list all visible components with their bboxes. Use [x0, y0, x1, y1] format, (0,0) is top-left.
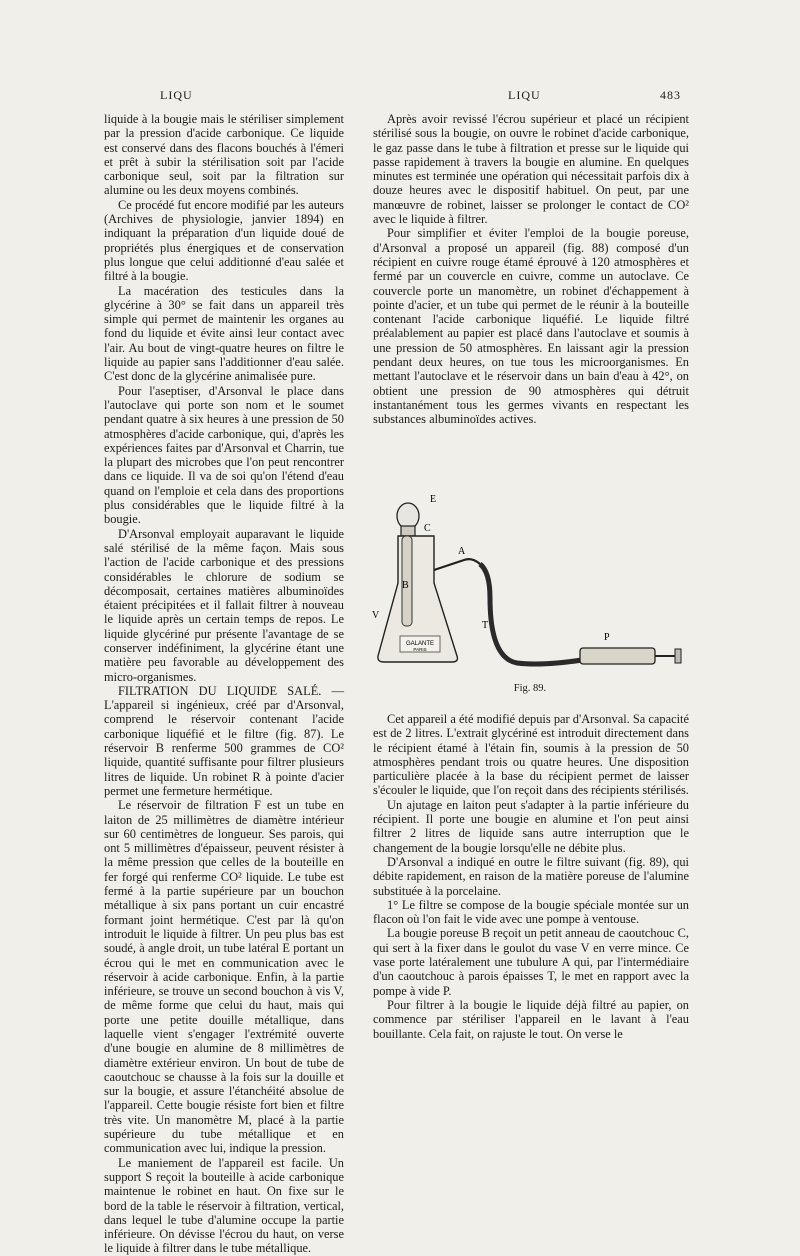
running-head-center: LIQU	[508, 88, 541, 102]
label-C: C	[424, 523, 431, 534]
label-E: E	[430, 494, 437, 505]
page-number: 483	[660, 88, 681, 102]
label-A: A	[458, 546, 466, 557]
left-column	[104, 112, 344, 1256]
figure-89-filter-apparatus	[372, 488, 692, 683]
paragraph: La macération des testicules dans la glycérine à 30° se fait dans un appareil très simple qui permet de maintenir les organes au fond du liquide et évite ainsi leur contact avec l'air. Au bout de vingt-quatre heures on filtre le liquide au papier sans l'additionner d'eau salée. C'est donc de la glycérine animalisée pure.	[104, 283, 344, 384]
paragraph: D'Arsonval a indiqué en outre le filtre suivant (fig. 89), qui débite rapidement, en raison de la matière poreuse de l'alumine substituée à la porcelaine.	[373, 854, 689, 898]
label-P: P	[604, 632, 610, 643]
rubber-ring	[401, 526, 415, 536]
paragraph: Pour filtrer à la bougie le liquide déjà filtré au papier, on commence par stériliser l'appareil en le lavant à l'eau bouillante. Cela fait, on rajuste le tout. On verse le	[373, 997, 689, 1041]
label-T: T	[482, 620, 489, 631]
paragraph: Pour simplifier et éviter l'emploi de la bougie poreuse, d'Arsonval a proposé un appareil (fig. 88) composé d'un récipient en cuivre rouge étamé éprouvé à 120 atmosphères et fermé par un couvercle en cuivre, comme un autoclave. Ce couvercle porte un manomètre, un robinet d'échappement à pointe d'acier, et un tube qui permet de le réunir à la bouteille contenant l'acide carbonique liquéfié. Le liquide filtré préalablement au papier est placé dans l'autoclave et soumis à une pression de 50 atmosphères. En laissant agir la pression pendant deux heures, on tue tous les microorganismes. En mettant l'autoclave et le réservoir dans un bain d'eau à 42°, on obtient une pression de 90 atmosphères qui détruit instantanément tous les germes vivants en respectant les substances albuminoïdes actives.	[373, 226, 689, 427]
paragraph: D'Arsonval employait auparavant le liquide salé stérilisé de la même façon. Mais sous l'action de l'acide carbonique et des pressions considérables le chlorure de sodium se décomposait, certaines matières albuminoïdes étaient précipitées et il fallait filtrer à nouveau le liquide après un certain temps de repos. Le liquide glycériné pur présente l'avantage de se conserver indéfiniment, la glycérine étant une matière peu favorable au développement des micro-organismes.	[104, 526, 344, 684]
vacuum-pump	[580, 648, 655, 664]
flask-label-subtext: PARIS	[413, 647, 427, 652]
paragraph: Le maniement de l'appareil est facile. Un support S reçoit la bouteille à acide carbonique maintenue le robinet en haut. On fixe sur le bord de la table le réservoir à filtration, vertical, dans lequel le tube d'alumine occupe la partie inférieure. On dévisse l'écrou du haut, on verse le liquide à filtrer dans le tube métallique.	[104, 1155, 344, 1256]
running-head-left: LIQU	[160, 88, 193, 102]
right-column-top	[373, 112, 689, 427]
right-column-bottom	[373, 712, 689, 1041]
filter-apparatus-illustration	[372, 488, 692, 683]
paragraph: Après avoir revissé l'écrou supérieur et placé un récipient stérilisé sous la bougie, on ouvre le robinet d'acide carbonique, le gaz passe dans le tube à filtration et presse sur le liquide qui passe rapidement à travers la bougie en alumine. En quelques minutes est terminée une opération qui nécessitait parfois dix à douze heures avec le dispositif habituel. On peut, par une manœuvre de robinet, laisser se prolonger le contact de CO² avec le liquide à filtrer.	[373, 112, 689, 227]
paragraph: La bougie poreuse B reçoit un petit anneau de caoutchouc C, qui sert à la fixer dans le goulot du vase V en verre mince. Ce vase porte latéralement une tubulure A qui, par l'intermédiaire d'un caoutchouc à parois épaisses T, le met en rapport avec la pompe à vide P.	[373, 926, 689, 998]
paragraph: FILTRATION DU LIQUIDE SALÉ. — L'appareil si ingénieux, créé par d'Arsonval, comprend le réservoir contenant l'acide carbonique liquéfié et le filtre (fig. 87). Le réservoir B renferme 500 grammes de CO² liquide, quantité suffisante pour filtrer plusieurs litres de liquide. Un robinet R à pointe d'acier permet une fermeture hermétique.	[104, 683, 344, 798]
candle-top-bulb	[397, 503, 419, 529]
side-tube	[434, 559, 480, 570]
rubber-tubing	[480, 564, 582, 664]
label-B: B	[402, 580, 409, 591]
paragraph: Cet appareil a été modifié depuis par d'Arsonval. Sa capacité est de 2 litres. L'extrait glycériné est introduit directement dans le récipient étamé à l'étain fin, soumis à la pression de 50 atmosphères pendant trois ou quatre heures. Une disposition particulière placée à la base du récipient permet de laisser s'écouler le liquide, que l'on reçoit dans des récipients stérilisés.	[373, 712, 689, 798]
paragraph: Pour l'aseptiser, d'Arsonval le place dans l'autoclave qui porte son nom et le soumet pendant quatre à six heures à une pression de 50 atmosphères d'acide carbonique, qui, d'après les expériences faites par d'Arsonval et Charrin, tue la plupart des microbes que l'on peut rencontrer dans ce liquide. Il va de soi qu'on l'étend d'eau quand on l'emploie et cela dans des proportions plus considérables que le liquide filtré à la bougie.	[104, 383, 344, 527]
paragraph: Un ajutage en laiton peut s'adapter à la partie inférieure du récipient. Il porte une bougie en alumine et l'on peut ainsi filtrer 2 litres de liquide sans autre interruption que le changement de la bougie lorsqu'elle ne débite plus.	[373, 797, 689, 855]
figure-caption: Fig. 89.	[513, 683, 547, 694]
paragraph: liquide à la bougie mais le stériliser simplement par la pression d'acide carbonique. Ce liquide est conservé dans des flacons bouchés à l'émeri et prêt à subir la stérilisation soit par l'acide carbonique seul, soit par la filtration sur alumine ou les deux moyens combinés.	[104, 112, 344, 198]
paragraph: Le réservoir de filtration F est un tube en laiton de 25 millimètres de diamètre intérieur sur 60 centimètres de longueur. Ses parois, qui ont 5 millimètres d'épaisseur, peuvent résister à la même pression que celles de la bouteille en fer forgé qui renferme CO² liquide. Le tube est fermé à la partie supérieure par un bouchon métallique à six pans portant un cuir encastré formant joint hermétique. C'est par là qu'on introduit le liquide à filtrer. Un peu plus bas est soudé, à angle droit, un tube latéral E portant un écrou qui le met en communication avec le réservoir à acide carbonique. Enfin, à la partie inférieure, se trouve un second bouchon à vis V, de même forme que celui du haut, mais qui porte une petite douille métallique, dans laquelle vient s'engager l'extrémité ouverte d'une bougie en alumine de 8 millimètres de diamètre extérieur environ. Un bout de tube de caoutchouc se chausse à la fois sur la douille et sur la bougie, et assure l'étanchéité absolue de l'appareil. Cette bougie résiste fort bien et filtre très vite. Un manomètre M, placé à la partie supérieure du tube métallique et en communication avec lui, indique la pression.	[104, 798, 344, 1156]
flask-label-text: GALANTE	[405, 641, 435, 647]
paragraph: 1° Le filtre se compose de la bougie spéciale montée sur un flacon où l'on fait le vide avec une pompe à ventouse.	[373, 897, 689, 927]
label-V: V	[372, 610, 380, 621]
pump-handle	[675, 649, 681, 663]
paragraph: Ce procédé fut encore modifié par les auteurs (Archives de physiologie, janvier 1894) en indiquant la préparation d'un liquide doué de propriétés plus énergiques et de conservation plus longue que celui additionné d'eau salée et filtré à la bougie.	[104, 197, 344, 284]
